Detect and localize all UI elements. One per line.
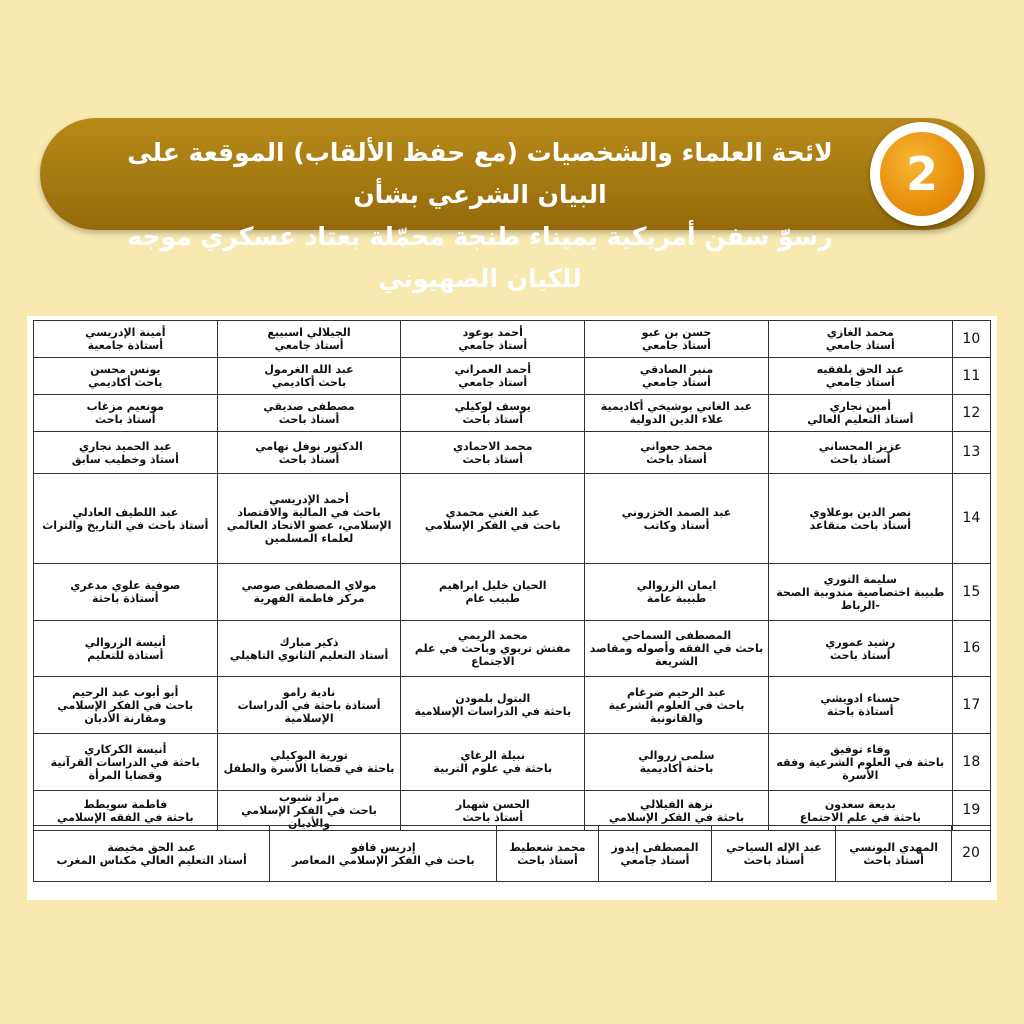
signatory-name: وفاء توفيق [830,742,891,756]
table-row [34,474,991,564]
signatory-title: أستاذ جامعي [620,853,690,867]
table-row [34,734,991,791]
signatory-title: باحث في المالية والاقتصاد الإسلامي، عضو الاتحاد العالمي لعلماء المسلمين [226,505,392,545]
row-number: 13 [952,432,990,474]
row-number: 20 [952,826,991,882]
row-number: 10 [952,321,990,358]
signatory-name: ايمان الزروالي [636,579,717,592]
signatory-cell [598,826,712,882]
table-row [34,826,991,882]
signatory-cell [217,395,401,432]
signatory-name: حسناء ادويشي [820,692,901,705]
signatory-cell [34,474,218,564]
signatory-cell [217,564,401,621]
signatory-title: باحثة أكاديمية [639,762,714,775]
signatory-name: مصطفى صديقي [263,400,355,413]
signatory-cell [401,734,585,791]
signatory-title: أستاذ باحث [462,413,524,426]
signatory-title: علاء الدين الدولية [629,413,724,426]
signatory-cell [401,395,585,432]
signatory-name: أبو أيوب عبد الرحيم [72,685,179,699]
signatory-title: أستاذ جامعي [274,339,344,352]
signatory-title: باحث في الفكر الإسلامي ومقارنة الأديان [57,698,194,725]
signatory-name: عبد الإله السياحي [726,840,822,854]
signatory-name: يونس محسن [90,363,161,376]
signatory-name: ذكير مبارك [279,635,339,649]
signatory-title: أستاذ جامعي [642,376,711,389]
signatory-title: أستاذة جامعية [87,339,164,352]
signatory-cell [401,432,585,474]
signatory-title: باحث في الفقه وأصوله ومقاصد الشريعة [589,642,764,668]
signatory-name: أنيسة الكركاري [84,742,167,756]
signatory-cell [768,564,952,621]
signatory-title: أستاذ وكاتب [643,518,710,532]
signatory-cell [270,826,497,882]
signatory-name: المصطفى إيدوز [611,840,699,854]
signatory-cell [401,564,585,621]
table-row [34,395,991,432]
signatory-cell [217,358,401,395]
number-badge [870,122,974,226]
signatory-cell [768,734,952,791]
signatory-title: باحثة في الدراسات القرآنية وقضايا المرأة [50,755,200,782]
signatory-name: محمد الغازي [826,326,894,339]
signatory-cell [768,358,952,395]
signatory-name: المصطفى السماحي [621,629,732,642]
signatory-name: أمينة الإدريسي [85,326,166,339]
signatory-name: فاطمة سويطط [83,797,168,811]
signatory-cell [768,432,952,474]
signatory-title: باحث أكاديمي [271,376,347,389]
signatory-cell [34,734,218,791]
signatory-title: أستاذ باحث [830,452,891,466]
signatory-name: إدريس قافو [350,840,416,854]
signatory-name: أمين نجاري [829,400,891,413]
signatory-name: حسن بن عبو [641,326,712,339]
signatory-name: نصر الدين بوعلاوي [809,505,912,519]
signatory-name: عبد الغاني بوشيخي أكاديمية [600,400,753,413]
signatory-cell [401,321,585,358]
table-row [34,321,991,358]
signatory-name: محمد الريمي [457,629,528,642]
signatory-title: أستاذ باحث [278,452,340,466]
row-number: 12 [952,395,990,432]
signatory-title: أستاذة للتعليم [87,648,164,662]
signatory-title: أستاذ جامعي [458,339,528,352]
row-number: 19 [952,791,990,831]
signatory-title: طبيبة عامة [646,592,707,605]
signatory-cell [585,734,769,791]
signatory-name: عبد الحميد نجاري [78,439,172,453]
signatory-cell [585,621,769,677]
signatory-name: صوفية علوي مدغري [70,579,181,592]
signatory-title: باحث أكاديمي [88,376,163,389]
signatory-cell [401,474,585,564]
signatory-title: باحثة في الفقه الإسلامي [56,810,194,824]
signatory-cell [768,474,952,564]
signatory-name: منير الصادقي [639,363,714,376]
signatory-name: الجيلالي اسبيبع [267,326,351,339]
signatory-cell [34,432,218,474]
banner-title [95,132,865,300]
signatory-cell [585,395,769,432]
signatory-cell [585,677,769,734]
signatory-name: مونعيم مزغاب [86,400,164,413]
signatory-cell [217,474,401,564]
signatory-title: أستاذ باحث [646,452,707,466]
signatory-cell [34,564,218,621]
table-row [34,432,991,474]
signatory-title: باحثة في العلوم الشرعية وفقه الأسرة [776,755,945,782]
signatory-cell [768,677,952,734]
title-line-1: لائحة العلماء والشخصيات (مع حفظ الألقاب) الموقعة على البيان الشرعي بشأن [127,138,833,209]
signatories-sheet [27,316,997,900]
signatory-title: أستاذ باحث [462,810,524,824]
signatory-name: يوسف لوكيلي [454,400,531,413]
row-number: 15 [952,564,990,621]
signatory-cell [585,474,769,564]
signatory-cell [34,621,218,677]
signatory-title: أستاذ باحث [95,413,156,426]
signatory-title: باحث في الفكر الإسلامي [424,518,561,532]
signatories-table [33,320,991,831]
signatory-name: أنيسة الزروالي [84,635,166,649]
signatory-name: محمد شعطيط [509,840,586,854]
signatory-name: مراد شبوب [278,791,340,804]
signatory-title: أستاذ جامعي [825,339,895,352]
signatory-name: سلمى زروالي [638,749,715,762]
signatory-name: المهدي اليونسي [849,840,938,854]
table-row [34,677,991,734]
signatory-title: أستاذ جامعي [642,339,711,352]
signatory-title: باحثة في الفكر الإسلامي [608,810,745,824]
signatory-name: تورية البوكيلي [270,749,348,762]
signatory-cell [585,321,769,358]
signatory-title: أستاذ باحث [743,853,805,867]
signatory-title: باحث في الفكر الإسلامي والأديان [241,804,377,830]
signatory-title: باحث في العلوم الشرعية والقانونية [608,698,745,725]
signatory-cell [768,321,952,358]
signatory-title: أستاذ باحث في التاريخ والتراث [42,518,209,532]
signatory-name: عبد الصمد الخزروني [621,505,732,519]
table-row [34,621,991,677]
row-number: 14 [952,474,990,564]
signatory-name: الحسن شهبار [455,797,530,811]
signatory-name: محمد جعواني [640,439,713,453]
signatory-cell [217,734,401,791]
signatory-cell [401,677,585,734]
signatory-title: باحث في الفكر الإسلامي المعاصر [291,853,475,867]
row-number: 16 [952,621,990,677]
signatory-cell [34,321,218,358]
signatory-cell [585,564,769,621]
signatory-cell [768,621,952,677]
signatory-title: أستاذة باحثة [827,705,894,718]
row-number: 18 [952,734,990,791]
signatory-title: أستاذ باحث [517,853,578,867]
signatory-name: الحيان خليل ابراهيم [439,579,547,592]
signatory-name: محمد الاحمادي [453,439,533,453]
signatory-cell [401,621,585,677]
table-row [34,564,991,621]
signatory-name: عزيز المحساني [818,439,902,453]
signatory-name: نادية رامو [282,685,336,699]
title-line-2: رسوّ سفن أمريكية بميناء طنجة محمّلة بعتاد عسكري موجه للكيان الصهيوني [127,222,833,293]
signatory-title: أستاذة باحثة في الدراسات الإسلامية [237,698,381,725]
signatory-cell [34,826,270,882]
row-number: 17 [952,677,990,734]
signatory-cell [217,321,401,358]
signatory-name: عبد اللطيف العادلي [72,505,179,519]
signatories-last-row-table [33,825,991,882]
signatory-title: أستاذ باحث متقاعد [809,518,912,532]
signatory-cell [217,432,401,474]
signatory-name: عبد الغني محمدي [445,505,540,519]
signatory-title: أستاذ التعليم الثانوي التاهيلي [229,648,389,662]
signatory-title: أستاذ وخطيب سابق [71,452,179,466]
signatory-cell [768,395,952,432]
signatory-title: طبيبة اختصاصية مندوبية الصحة -الرباط [776,585,945,612]
signatory-cell [585,358,769,395]
row-number: 11 [952,358,990,395]
signatory-title: أستاذ باحث [462,452,524,466]
signatory-cell [34,677,218,734]
signatory-cell [217,621,401,677]
signatory-title: أستاذ جامعي [825,376,895,389]
signatory-name: أحمد بوعود [462,326,523,339]
signatory-title: أستاذ التعليم العالي مكناس المغرب [56,853,247,867]
signatory-cell [34,358,218,395]
signatory-title: أستاذ باحث [830,648,891,662]
signatory-name: رشيد عموري [825,635,896,649]
signatory-title: أستاذ جامعي [458,376,528,389]
signatory-title: طبيب عام [465,592,521,605]
signatory-title: أستاذة باحثة [92,592,159,605]
signatory-name: سليمة التوري [823,572,897,586]
signatory-cell [585,432,769,474]
signatory-title: مركز فاطمة الفهرية [253,592,365,605]
signatory-cell [401,358,585,395]
signatory-name: نبيلة الرغاي [460,749,526,762]
signatory-title: أستاذ باحث [278,413,340,426]
signatory-name: بديعة سعدون [824,797,896,811]
signatory-name: عبد الحق مخيضة [107,840,196,854]
signatory-name: مولاي المصطفى صوصي [241,579,377,592]
signatory-title: باحثة في قضايا الأسرة والطفل [223,762,395,775]
signatory-name: أحمد الإدريسي [269,492,349,506]
signatory-cell [217,677,401,734]
signatory-title: باحثة في علم الاجتماع [799,810,921,824]
signatory-cell [836,826,952,882]
signatory-name: الدكتور نوفل تهامي [255,439,363,453]
signatory-name: عبد الحق بلفقيه [816,363,904,376]
signatory-name: البتول بلمودن [455,692,531,705]
signatory-title: مفتش تربوي وباحث في علم الاجتماع [414,642,571,668]
signatory-name: نزهة الفيلالي [639,797,713,811]
title-banner [40,118,985,293]
signatory-cell [712,826,836,882]
signatory-cell [497,826,598,882]
signatory-title: باحثة في علوم التربية [433,762,553,775]
signatory-title: أستاذ التعليم العالي [807,413,914,426]
signatory-name: أحمد العمراني [454,363,532,376]
number-badge-value: 2 [880,132,964,216]
signatory-name: عبد الرحيم ضرغام [626,685,726,699]
signatory-cell [34,395,218,432]
table-row [34,358,991,395]
signatory-title: أستاذ باحث [863,853,924,867]
signatory-title: باحثة في الدراسات الإسلامية [414,705,572,718]
signatory-name: عبد الله الغرمول [264,363,354,376]
